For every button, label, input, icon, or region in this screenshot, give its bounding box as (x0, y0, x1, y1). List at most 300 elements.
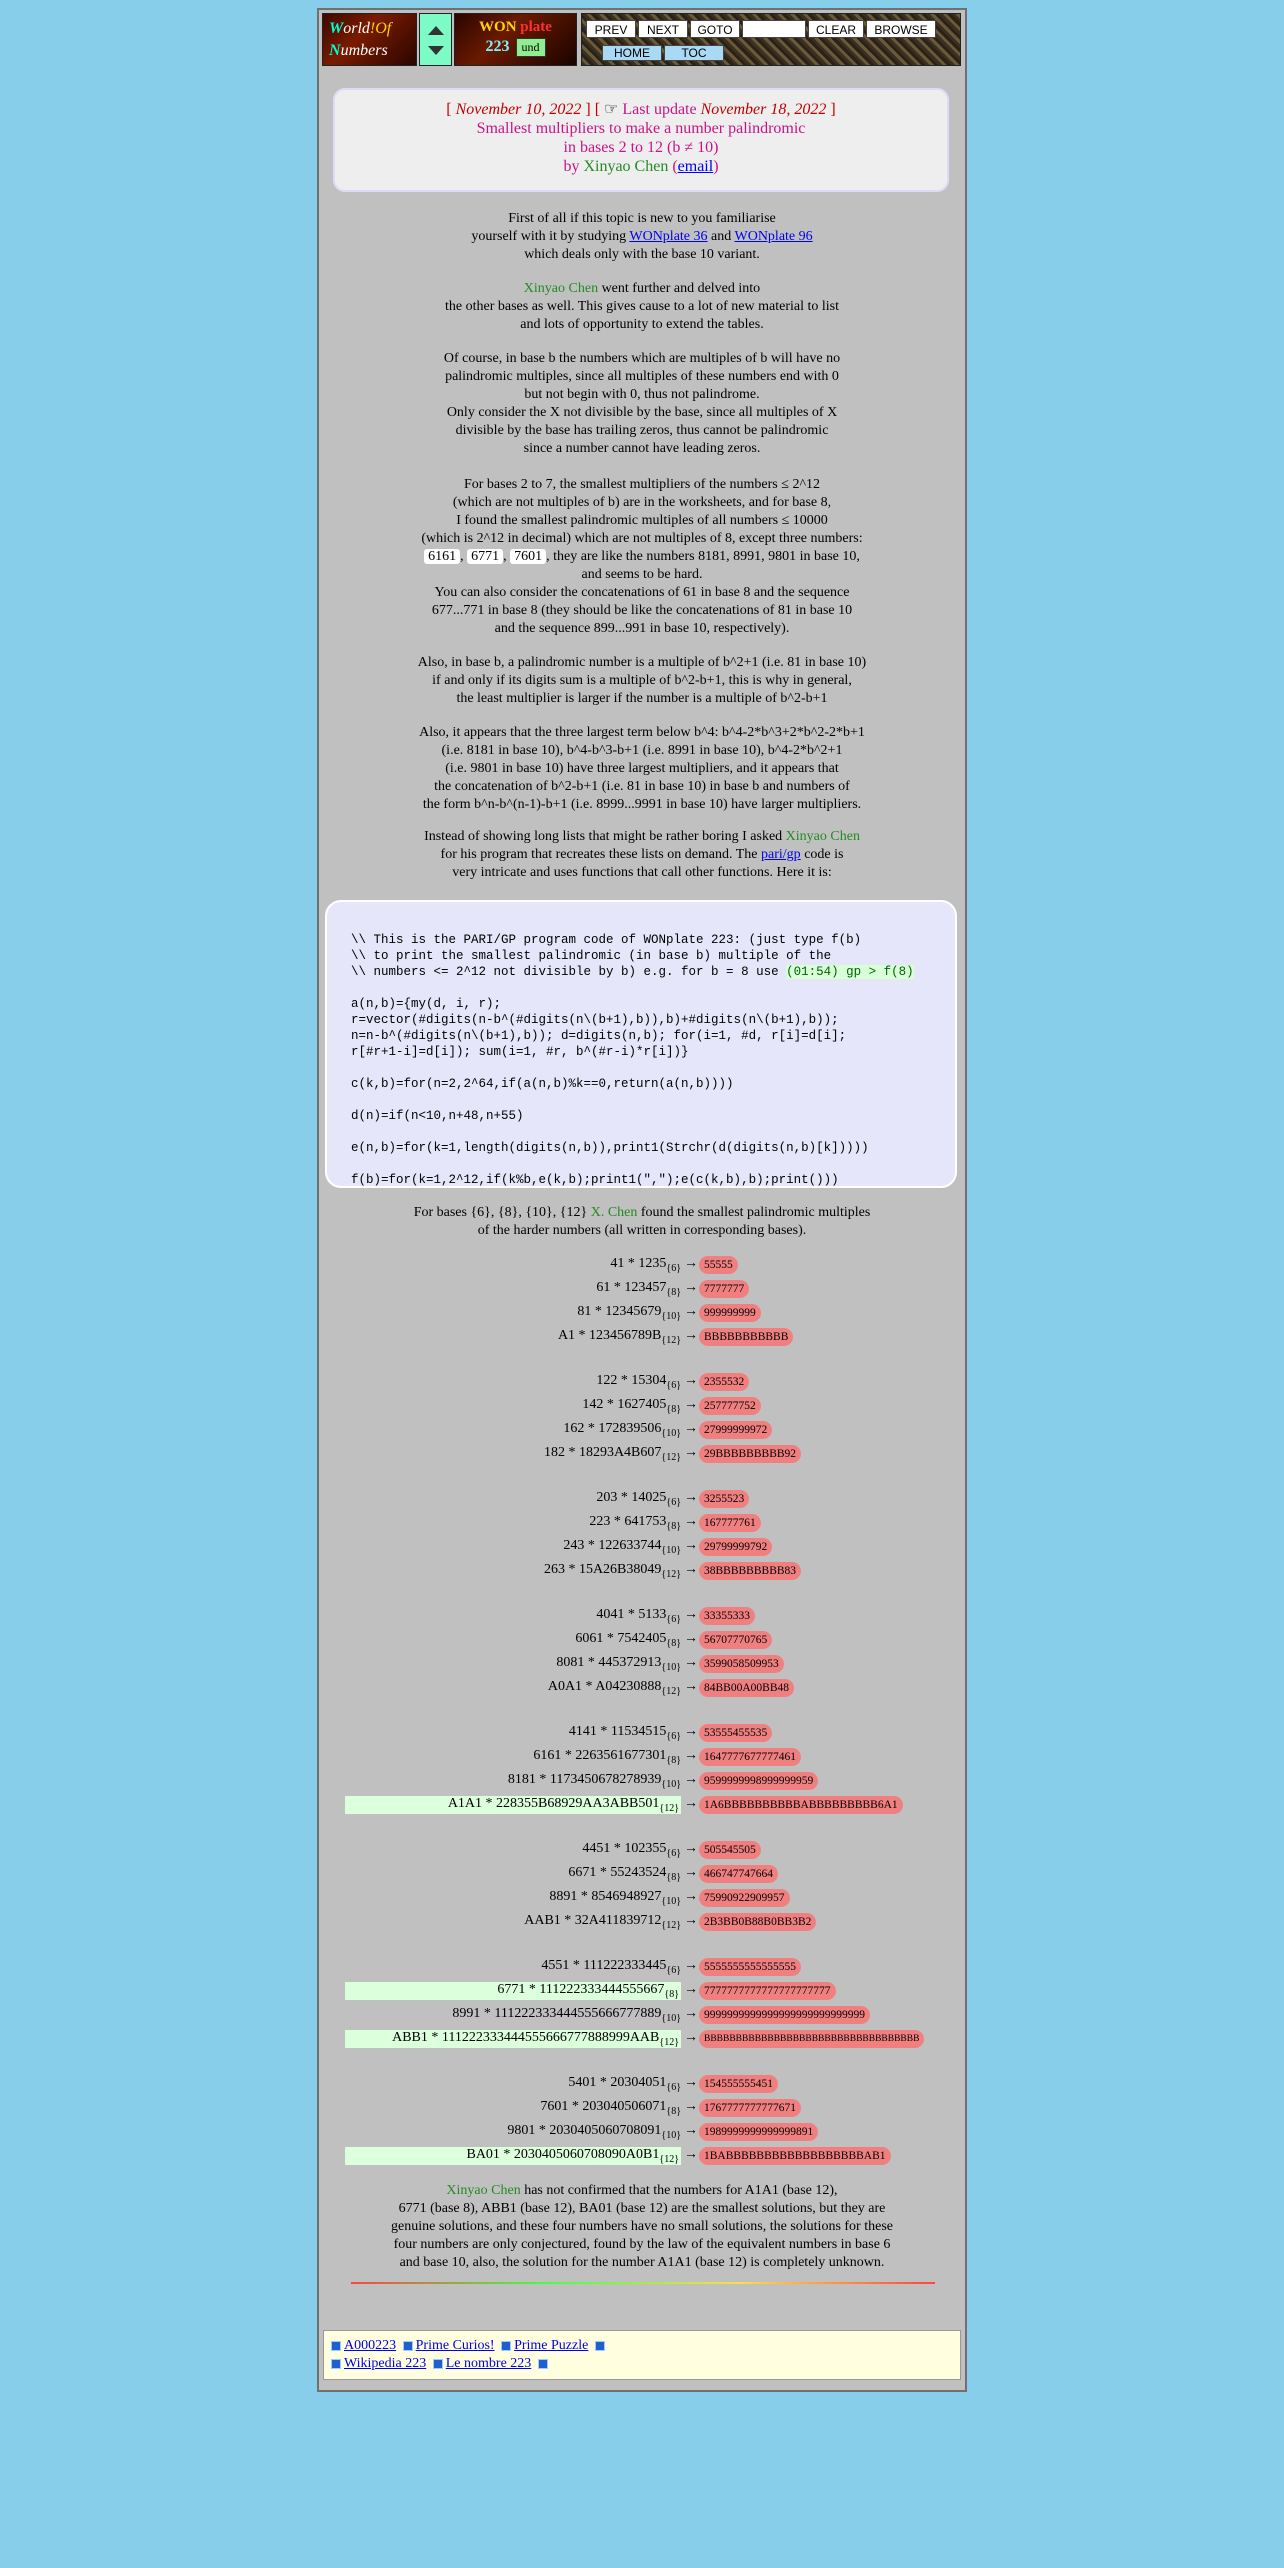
multiplication-expression (533, 1748, 681, 1766)
palindrome-result: 84BB00A00BB48 (699, 1679, 794, 1697)
author-name: Xinyao Chen (583, 158, 669, 175)
code-line: c(k,b)=for(n=2,2^64,if(a(n,b)%k==0,return(a(n,b)))) (351, 1077, 734, 1091)
text-line: For bases {6}, {8}, {10}, {12} (413, 1205, 588, 1220)
arrow-right-icon: → (684, 1490, 698, 1505)
won-plate-box (454, 13, 577, 66)
multiplication-expression (540, 2099, 681, 2117)
expression-text: 4141 * 11534515 (568, 1724, 667, 1739)
logo-text: orld (343, 20, 370, 37)
expression-text: 122 * 15304 (596, 1373, 667, 1388)
text-line: For bases 2 to 7, the smallest multipliers of the numbers ≤ 2^12 (463, 477, 821, 492)
text-line: Also, in base b, a palindromic number is a multiple of b^2+1 (i.e. 81 in base 10) (417, 655, 867, 670)
expression-text: 81 * 12345679 (577, 1304, 662, 1319)
arrow-right-icon: → (684, 1538, 698, 1553)
code-line: \\ numbers <= 2^12 not divisible by b) e.g. for b = 8 use (351, 965, 787, 979)
text-line: and (711, 229, 732, 244)
bracket: [ (446, 101, 456, 118)
result-row (319, 1326, 965, 1348)
bracket: ] [ (581, 101, 605, 118)
text-line: and the sequence 899...991 in base 10, respectively). (494, 621, 790, 636)
palindrome-result: 7777777 (699, 1280, 749, 1298)
arrow-right-icon: → (684, 1280, 698, 1295)
result-row (319, 1419, 965, 1441)
palindrome-result: 154555555451 (699, 2075, 778, 2093)
multiplication-expression (568, 1865, 681, 1883)
arrow-right-icon: → (684, 2099, 698, 2114)
multiplication-expression (596, 1490, 681, 1508)
expression-text: 5401 * 20304051 (568, 2075, 667, 2090)
multiplication-expression (563, 1421, 681, 1439)
expression-text: 4041 * 5133 (596, 1607, 667, 1622)
result-row (319, 1254, 965, 1276)
clear-button[interactable]: CLEAR (808, 20, 864, 38)
result-row (319, 1629, 965, 1651)
arrow-right-icon: → (684, 2147, 698, 2162)
base-subscript: {6} (666, 2081, 681, 2093)
expression-text: 263 * 15A26B38049 (543, 1562, 662, 1577)
expression-text: 8181 * 1173450678278939 (507, 1772, 662, 1787)
result-row (319, 1653, 965, 1675)
arrow-right-icon: → (684, 1865, 698, 1880)
arrow-right-icon: → (684, 1328, 698, 1343)
base-subscript: {10} (661, 2129, 681, 2141)
palindrome-result: BBBBBBBBBBB (699, 1328, 793, 1346)
hand-pointer-icon: ☞ (604, 101, 619, 118)
text-line: Instead of showing long lists that might be rather boring I asked (424, 829, 783, 844)
arrow-right-icon: → (684, 1445, 698, 1460)
result-row (319, 1722, 965, 1744)
logo-letter: N (329, 42, 341, 59)
expression-text: 162 * 172839506 (563, 1421, 662, 1436)
text-line: , they are like the numbers 8181, 8991, 9801 in base 10, (546, 549, 860, 564)
wonplate-36-link[interactable]: WONplate 36 (629, 229, 708, 244)
result-row (319, 2121, 965, 2143)
expression-text: 8891 * 8546948927 (549, 1889, 662, 1904)
won-label: WON (479, 19, 517, 35)
palindrome-result: 1BABBBBBBBBBBBBBBBBBBAB1 (699, 2147, 891, 2165)
palindrome-result: 2B3BB0B88B0BB3B2 (699, 1913, 816, 1931)
oeis-link[interactable]: A000223 (344, 2338, 397, 2353)
result-row (319, 1536, 965, 1558)
palindrome-result: 1767777777777671 (699, 2099, 801, 2117)
page-subtitle: in bases 2 to 12 (b ≠ 10) (563, 139, 719, 156)
text-line: the least multiplier is larger if the number is a multiple of b^2-b+1 (456, 691, 828, 706)
multiplication-expression (582, 1841, 681, 1859)
base-subscript: {10} (661, 1544, 681, 1556)
result-row (319, 1863, 965, 1885)
logo-text: ! (369, 20, 376, 37)
base-subscript: {10} (661, 1778, 681, 1790)
world-of-numbers-logo[interactable] (322, 13, 417, 66)
result-row (319, 1371, 965, 1393)
text-line: (i.e. 9801 in base 10) have three largest multipliers, and it appears that (445, 761, 839, 776)
base-subscript: {10} (661, 1661, 681, 1673)
plate-label: plate (520, 19, 552, 35)
multiplication-expression (508, 1772, 681, 1790)
number-chip: 6161 (424, 549, 460, 564)
base-subscript: {8} (666, 1286, 681, 1298)
expression-text: A0A1 * A04230888 (547, 1679, 662, 1694)
arrow-right-icon: → (684, 1514, 698, 1529)
multiplication-expression (345, 2147, 681, 2165)
expression-text: 182 * 18293A4B607 (543, 1445, 662, 1460)
text-line: found the smallest palindromic multiples (640, 1205, 871, 1220)
result-row (319, 2028, 965, 2050)
base-subscript: {12} (659, 2153, 679, 2165)
text-line: since a number cannot have leading zeros. (523, 441, 761, 456)
palindrome-result: 29799999792 (699, 1538, 772, 1556)
result-row (319, 1278, 965, 1300)
palindrome-result: 2355532 (699, 1373, 749, 1391)
text-line: very intricate and uses functions that call other functions. Here it is: (452, 865, 832, 880)
multiplication-expression (575, 1631, 681, 1649)
arrow-right-icon: → (684, 2123, 698, 2138)
result-row (319, 1887, 965, 1909)
arrow-right-icon: → (684, 1256, 698, 1271)
base-subscript: {12} (661, 1919, 681, 1931)
expression-text: 6161 * 2263561677301 (533, 1748, 667, 1763)
arrow-right-icon: → (684, 1913, 698, 1928)
number-chip: 7601 (510, 549, 546, 564)
arrow-right-icon: → (684, 2075, 698, 2090)
header (319, 10, 965, 70)
text-line: the other bases as well. This gives cause to a lot of new material to list (445, 299, 839, 314)
palindrome-result: 999999999 (699, 1304, 761, 1322)
result-row (319, 1746, 965, 1768)
bullet-icon (595, 2341, 605, 2351)
logo-letter: W (329, 20, 344, 37)
multiplication-expression (610, 1256, 681, 1274)
palindrome-result: 56707770765 (699, 1631, 772, 1649)
code-line: a(n,b)={my(d, i, r); (351, 997, 502, 1011)
code-line: d(n)=if(n<10,n+48,n+55) (351, 1109, 524, 1123)
result-row (319, 1560, 965, 1582)
text-line: for his program that recreates these lists on demand. The (440, 847, 758, 862)
base-subscript: {6} (666, 1730, 681, 1742)
wikipedia-link[interactable]: Wikipedia 223 (344, 2356, 427, 2371)
expression-text: BA01 * 2030405060708090A0B1 (466, 2147, 660, 2162)
result-row (319, 1395, 965, 1417)
palindrome-result: 55555 (699, 1256, 738, 1274)
base-subscript: {8} (666, 1871, 681, 1883)
base-subscript: {10} (661, 1895, 681, 1907)
base-subscript: {12} (659, 2036, 679, 2048)
text-line: of the harder numbers (all written in corresponding bases). (477, 1223, 807, 1238)
palindrome-result: 75990922909957 (699, 1889, 790, 1907)
expression-text: 9801 * 2030405060708091 (507, 2123, 662, 2138)
text-line: (i.e. 8181 in base 10), b^4-b^3-b+1 (i.e. 8991 in base 10), b^4-2*b^2+1 (441, 743, 843, 758)
multiplication-expression (345, 1982, 681, 2000)
arrow-right-icon: → (684, 1304, 698, 1319)
palindrome-result: 505545505 (699, 1841, 761, 1859)
base-subscript: {6} (666, 1847, 681, 1859)
paragraph-3 (319, 350, 965, 458)
title-box: [ November 10, 2022 ] [ ☞ Last update November 18, 2022 ] Smallest multipliers to make a number palindromic in bases 2 to 12 (b ≠ 10) by Xinyao Chen (email) (333, 88, 949, 192)
base-subscript: {12} (661, 1568, 681, 1580)
text-line: the form b^n-b^(n-1)-b+1 (i.e. 8999...9991 in base 10) have larger multipliers. (422, 797, 862, 812)
code-line: f(b)=for(k=1,2^12,if(k%b,e(k,b);print1(",");e(c(k,b),b);print())) (351, 1173, 839, 1187)
logo-text: Of (375, 20, 392, 37)
bullet-icon (331, 2341, 341, 2351)
palindrome-result: 1989999999999999891 (699, 2123, 818, 2141)
multiplication-expression (577, 1304, 681, 1322)
goto-input[interactable] (742, 20, 806, 38)
arrow-right-icon: → (684, 1796, 698, 1811)
text-line: First of all if this topic is new to you familiarise (508, 211, 776, 226)
palindrome-result: 466747747664 (699, 1865, 778, 1883)
logo-text: umbers (340, 42, 388, 59)
expression-text: 6671 * 55243524 (568, 1865, 667, 1880)
email-link[interactable]: email (677, 158, 714, 175)
text-line: Of course, in base b the numbers which are multiples of b will have no (443, 351, 841, 366)
prev-button[interactable]: PREV (586, 20, 636, 38)
result-row (319, 1302, 965, 1324)
result-row (319, 2004, 965, 2026)
multiplication-expression (548, 1679, 681, 1697)
expression-text: ABB1 * 111222333444555666777888999AAB (392, 2030, 660, 2045)
arrow-right-icon: → (684, 1373, 698, 1388)
author-name: Xinyao Chen (523, 281, 599, 296)
page-title: Smallest multipliers to make a number palindromic (476, 120, 806, 137)
result-row (319, 1605, 965, 1627)
text-line: yourself with it by studying (471, 229, 627, 244)
arrow-right-icon: → (684, 1724, 698, 1739)
base-subscript: {12} (661, 1334, 681, 1346)
base-subscript: {6} (666, 1964, 681, 1976)
text-line: Only consider the X not divisible by the base, since all multiples of X (446, 405, 838, 420)
arrow-right-icon: → (684, 2006, 698, 2021)
toc-button[interactable]: TOC (664, 45, 724, 61)
result-row (319, 2145, 965, 2167)
bullet-icon (403, 2341, 413, 2351)
palindrome-result: 33355333 (699, 1607, 755, 1625)
base-subscript: {6} (666, 1613, 681, 1625)
prime-puzzle-link[interactable]: Prime Puzzle (514, 2338, 589, 2353)
multiplication-expression (345, 1796, 681, 1814)
paragraph-7 (319, 828, 965, 882)
code-block (325, 900, 957, 1188)
base-subscript: {10} (661, 1310, 681, 1322)
paragraph-5 (319, 654, 965, 708)
up-down-nav (419, 13, 452, 66)
text-line: has not confirmed that the numbers for A1A1 (base 12), (524, 2183, 838, 2198)
palindrome-result: 7777777777777777777777 (699, 1982, 836, 2000)
code-highlight: (01:54) gp > f(8) (786, 965, 914, 979)
goto-button[interactable]: GOTO (690, 20, 740, 38)
bullet-icon (331, 2359, 341, 2369)
arrow-right-icon: → (684, 1679, 698, 1694)
bullet-icon (501, 2341, 511, 2351)
palindrome-result: 3255523 (699, 1490, 749, 1508)
browse-button[interactable]: BROWSE (866, 20, 936, 38)
expression-text: A1A1 * 228355B68929AA3ABB501 (447, 1796, 660, 1811)
multiplication-expression (549, 1889, 681, 1907)
footer-links (323, 2330, 961, 2380)
nav-toolbar (581, 13, 961, 66)
base-subscript: {6} (666, 1262, 681, 1274)
arrow-right-icon: → (684, 1748, 698, 1763)
text-line: 677...771 in base 8 (they should be like the concatenations of 81 in base 10 (431, 603, 853, 618)
base-subscript: {12} (661, 1685, 681, 1697)
result-row (319, 1512, 965, 1534)
expression-text: 203 * 14025 (596, 1490, 667, 1505)
result-row (319, 1770, 965, 1792)
le-nombre-link[interactable]: Le nombre 223 (445, 2356, 532, 2371)
multiplication-expression (568, 2075, 681, 2093)
multiplication-expression (589, 1514, 681, 1532)
result-row (319, 1488, 965, 1510)
base-subscript: {12} (659, 1802, 679, 1814)
multiplication-expression (596, 1280, 681, 1298)
palindrome-result: 9999999999999999999999999999 (699, 2006, 870, 2024)
base-subscript: {8} (666, 2105, 681, 2117)
arrow-right-icon: → (684, 1958, 698, 1973)
multiplication-expression (541, 1958, 681, 1976)
expression-text: 4451 * 102355 (582, 1841, 667, 1856)
expression-text: 7601 * 203040506071 (540, 2099, 667, 2114)
base-subscript: {8} (666, 1520, 681, 1532)
palindrome-result: 5555555555555555 (699, 1958, 801, 1976)
pari-gp-link[interactable]: pari/gp (761, 847, 801, 862)
text-line: code is (804, 847, 844, 862)
palindrome-result: 27999999972 (699, 1421, 772, 1439)
expression-text: 6061 * 7542405 (575, 1631, 667, 1646)
und-button[interactable]: und (516, 38, 546, 57)
multiplication-expression (345, 2030, 681, 2048)
result-row (319, 1839, 965, 1861)
base-subscript: {6} (666, 1496, 681, 1508)
multiplication-expression (569, 1724, 681, 1742)
palindrome-result: BBBBBBBBBBBBBBBBBBBBBBBBBBBBBBBBBB (699, 2030, 924, 2048)
text-line: the concatenation of b^2-b+1 (i.e. 81 in base 10) in base b and numbers of (434, 779, 850, 794)
arrow-right-icon: → (684, 1655, 698, 1670)
text-line: palindromic multiples, since all multiples of these numbers end with 0 (445, 369, 839, 384)
arrow-up-icon[interactable] (428, 26, 444, 35)
expression-text: 8081 * 445372913 (556, 1655, 662, 1670)
arrow-right-icon: → (684, 1421, 698, 1436)
plate-number: 223 (485, 38, 510, 55)
base-subscript: {8} (666, 1403, 681, 1415)
palindrome-result: 257777752 (699, 1397, 761, 1415)
author-name: X. Chen (590, 1205, 638, 1220)
code-line: \\ to print the smallest palindromic (in base b) multiple of the (351, 949, 832, 963)
paragraph-6 (319, 724, 965, 814)
created-date: November 10, 2022 (455, 101, 582, 118)
base-subscript: {10} (661, 2012, 681, 2024)
palindrome-result: 29BBBBBBBBB92 (699, 1445, 801, 1463)
home-button[interactable]: HOME (602, 45, 662, 61)
multiplication-expression (556, 1655, 681, 1673)
palindrome-result: 9599999998999999959 (699, 1772, 818, 1790)
text-line: 6771 (base 8), ABB1 (base 12), BA01 (base 12) are the smallest solutions, but they are (398, 2201, 886, 2216)
result-row (319, 2073, 965, 2095)
intro-paragraph (319, 210, 965, 264)
paragraph-9 (319, 2182, 965, 2272)
base-subscript: {12} (661, 1451, 681, 1463)
multiplication-expression (596, 1607, 681, 1625)
arrow-right-icon: → (684, 1841, 698, 1856)
prime-curios-link[interactable]: Prime Curios! (415, 2338, 495, 2353)
expression-text: 243 * 122633744 (563, 1538, 662, 1553)
expression-text: 8991 * 111222333444555666777889 (452, 2006, 662, 2021)
page-frame (317, 8, 967, 2392)
by-label: by (563, 158, 580, 175)
author-name: Xinyao Chen (785, 829, 860, 844)
paragraph-4: For bases 2 to 7, the smallest multipliers of the numbers ≤ 2^12 (which are not multiples of b) are in the worksheets, and for base 8, I found the smallest palindromic multiples of all numbers ≤ 10000 (which is 2^12 in decimal) which are not multiples of 8, except three numbers: 6161 , 6771 , 7601 , they are like the numbers 8181, 8991, 9801 in base 10, and seems to be hard. You can also consider the concatenations of 61 in base 8 and the sequence 677...771 in base 8 (they should be like the concatenations of 81 in base 10 and the sequence 899...991 in base 10, respectively). (319, 476, 965, 638)
base-subscript: {6} (666, 1379, 681, 1391)
multiplication-expression (563, 1538, 681, 1556)
expression-text: 4551 * 111222333445 (541, 1958, 667, 1973)
text-line: Also, it appears that the three largest term below b^4: b^4-2*b^3+2*b^2-2*b+1 (419, 725, 865, 740)
last-update-label: Last update (622, 101, 697, 118)
arrow-right-icon: → (684, 1397, 698, 1412)
result-row (319, 1956, 965, 1978)
text-line: (which are not multiples of b) are in the worksheets, and for base 8, (452, 495, 832, 510)
palindrome-result: 3599058509953 (699, 1655, 784, 1673)
expression-text: AAB1 * 32A411839712 (524, 1913, 662, 1928)
palindrome-result: 38BBBBBBBBB83 (699, 1562, 801, 1580)
code-line: e(n,b)=for(k=1,length(digits(n,b)),print1(Strchr(d(digits(n,b)[k])))) (351, 1141, 869, 1155)
text-line: I found the smallest palindromic multiples of all numbers ≤ 10000 (456, 513, 828, 528)
arrow-right-icon: → (684, 1607, 698, 1622)
arrow-right-icon: → (684, 1772, 698, 1787)
code-line: r=vector(#digits(n-b^(#digits(n\(b+1),b)),b)+#digits(n\(b+1),b)); (351, 1013, 839, 1027)
expression-text: 41 * 1235 (610, 1256, 667, 1271)
text-line: and lots of opportunity to extend the tables. (520, 317, 764, 332)
author-name: Xinyao Chen (446, 2183, 521, 2198)
base-subscript: {8} (666, 1637, 681, 1649)
arrow-right-icon: → (684, 1562, 698, 1577)
expression-text: A1 * 123456789B (557, 1328, 662, 1343)
next-button[interactable]: NEXT (638, 20, 688, 38)
text-line: genuine solutions, and these four numbers have no small solutions, the solutions for these (391, 2219, 893, 2234)
arrow-right-icon: → (684, 1889, 698, 1904)
code-line: r[#r+1-i]=d[i]); sum(i=1, #r, b^(#r-i)*r[i])} (351, 1045, 689, 1059)
text-line: but not begin with 0, thus not palindrome. (524, 387, 760, 402)
bullet-icon (538, 2359, 548, 2369)
code-line: n=n-b^(#digits(n\(b+1),b)); d=digits(n,b); for(i=1, #d, r[i]=d[i]; (351, 1029, 847, 1043)
arrow-down-icon[interactable] (428, 46, 444, 55)
expression-text: 61 * 123457 (596, 1280, 667, 1295)
multiplication-expression (507, 2123, 681, 2141)
expression-text: 223 * 641753 (589, 1514, 667, 1529)
text-line: (which is 2^12 in decimal) which are not multiples of 8, except three numbers: (421, 531, 863, 546)
text-line: which deals only with the base 10 variant. (524, 247, 760, 262)
palindrome-result: 1A6BBBBBBBBBBABBBBBBBBB6A1 (699, 1796, 903, 1814)
expression-text: 6771 * 111222333444555667 (497, 1982, 665, 1997)
multiplication-expression (544, 1445, 681, 1463)
text-line: and base 10, also, the solution for the number A1A1 (base 12) is completely unknown. (399, 2255, 885, 2270)
multiplication-expression (452, 2006, 681, 2024)
number-chip: 6771 (467, 549, 503, 564)
text-line: You can also consider the concatenations of 61 in base 8 and the sequence (434, 585, 850, 600)
result-row (319, 1911, 965, 1933)
result-row (319, 1443, 965, 1465)
multiplication-expression (524, 1913, 681, 1931)
palindrome-result: 53555455535 (699, 1724, 772, 1742)
base-subscript: {8} (666, 1754, 681, 1766)
divider (351, 2282, 935, 2284)
base-subscript: {8} (664, 1988, 679, 2000)
paragraph-2 (319, 280, 965, 334)
result-row (319, 1980, 965, 2002)
multiplication-expression (558, 1328, 681, 1346)
code-line: \\ This is the PARI/GP program code of WONplate 223: (just type f(b) (351, 933, 862, 947)
arrow-right-icon: → (684, 1982, 698, 1997)
wonplate-96-link[interactable]: WONplate 96 (734, 229, 813, 244)
result-row (319, 2097, 965, 2119)
palindrome-result: 1647777677777461 (699, 1748, 801, 1766)
